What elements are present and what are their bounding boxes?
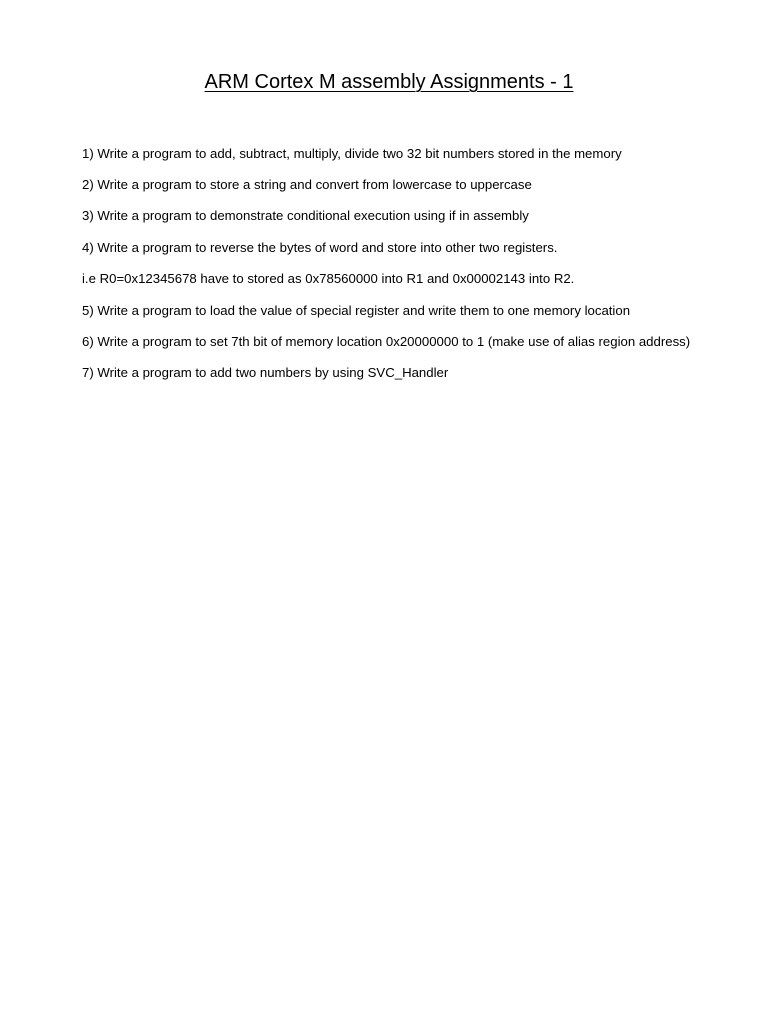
assignment-item-7: 7) Write a program to add two numbers by using SVC_Handler [82,365,449,380]
assignment-item-2: 2) Write a program to store a string and convert from lowercase to uppercase [82,177,532,192]
assignment-item-6: 6) Write a program to set 7th bit of memory location 0x20000000 to 1 (make use of alias region address) [82,334,691,349]
assignment-item-5: 5) Write a program to load the value of special register and write them to one memory location [82,303,631,318]
assignment-item-1: 1) Write a program to add, subtract, multiply, divide two 32 bit numbers stored in the memory [82,146,622,161]
assignment-item-4: 4) Write a program to reverse the bytes of word and store into other two registers. [82,240,558,255]
assignment-item-3: 3) Write a program to demonstrate conditional execution using if in assembly [82,208,529,223]
page-title: ARM Cortex M assembly Assignments - 1 [204,71,574,93]
assignment-list [82,144,692,383]
assignment-item-4-example: i.e R0=0x12345678 have to stored as 0x78560000 into R1 and 0x00002143 into R2. [82,271,575,286]
